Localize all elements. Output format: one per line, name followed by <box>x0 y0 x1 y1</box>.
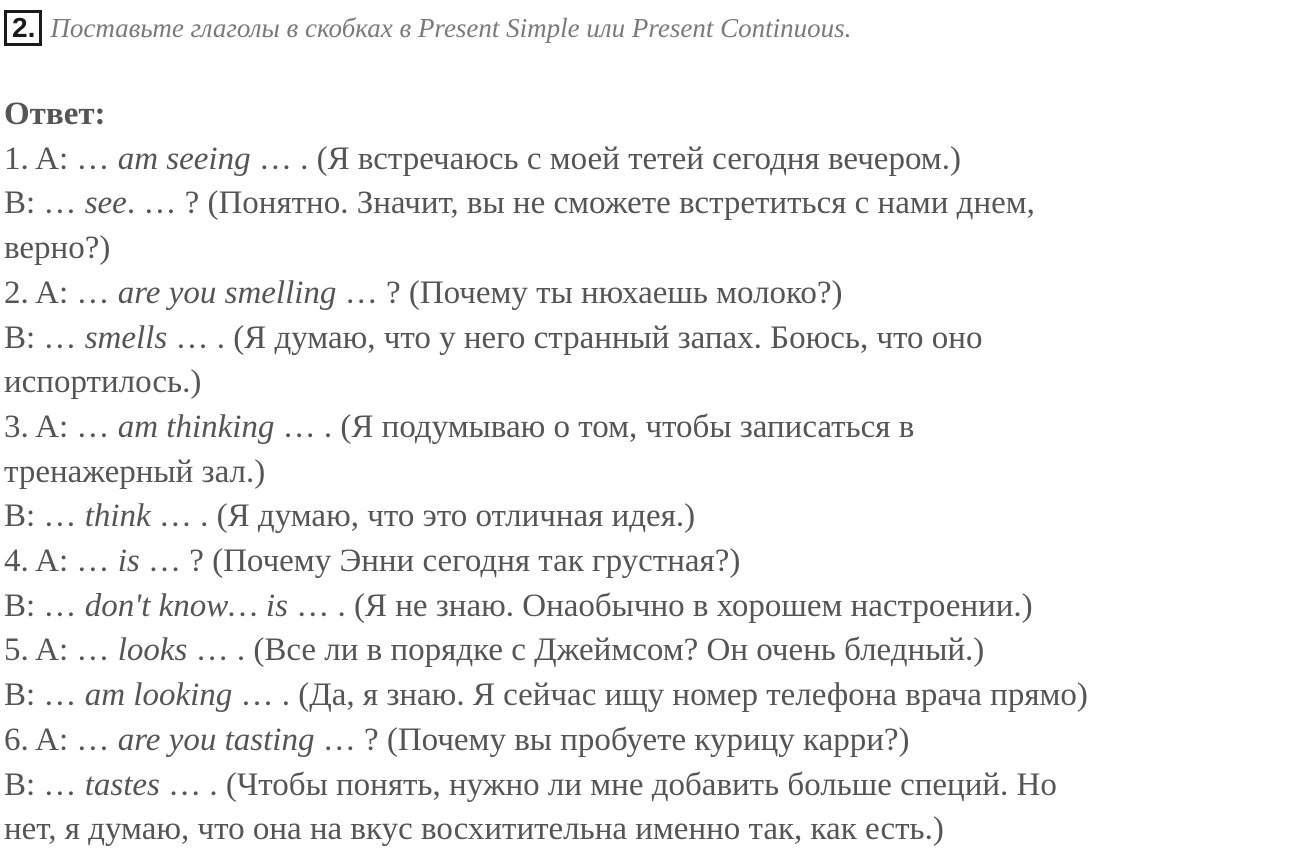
line-prefix: 6. A: … <box>4 721 118 758</box>
verb-form: think <box>84 498 151 535</box>
verb-form: am thinking <box>117 408 275 445</box>
line-prefix: тренажерный зал.) <box>4 453 266 490</box>
line-prefix: 3. A: … <box>4 408 118 445</box>
line-suffix: … . (Все ли в порядке с Джеймсом? Он очень бледный.) <box>187 632 985 669</box>
line-suffix: … . (Я подумываю о том, чтобы записаться в <box>274 408 915 445</box>
line-prefix: 1. A: … <box>4 140 118 177</box>
line-prefix: B: … <box>4 587 85 624</box>
line-suffix: . … ? (Понятно. Значит, вы не сможете встретиться с нами днем, <box>126 185 1035 222</box>
verb-form: am seeing <box>117 140 251 177</box>
line-suffix: … ? (Почему Энни сегодня так грустная?) <box>139 543 741 580</box>
line-prefix: B: … <box>4 677 85 714</box>
task-number-badge: 2. <box>4 10 42 46</box>
line-suffix: … . (Чтобы понять, нужно ли мне добавить больше специй. Но <box>159 766 1057 803</box>
verb-form: tastes <box>84 766 160 803</box>
line-suffix: … . (Я думаю, что это отличная идея.) <box>150 498 696 535</box>
verb-form: don't know… is <box>84 587 288 624</box>
answer-line <box>4 763 1293 808</box>
answer-label: Ответ: <box>4 96 106 132</box>
line-prefix: B: … <box>4 319 85 356</box>
answer-line <box>4 226 1293 271</box>
verb-form: am looking <box>84 677 233 714</box>
task-header <box>4 8 851 48</box>
line-suffix: … ? (Почему вы пробуете курицу карри?) <box>314 721 910 758</box>
line-prefix: B: … <box>4 498 85 535</box>
line-prefix: B: … <box>4 766 85 803</box>
task-instruction: Поставьте глаголы в скобках в Present Simple или Present Continuous. <box>50 12 852 43</box>
line-suffix: … ? (Почему ты нюхаешь молоко?) <box>336 274 843 311</box>
verb-form: see <box>84 185 127 222</box>
answer-line <box>4 718 1293 763</box>
answer-line <box>4 494 1293 539</box>
verb-form: is <box>117 543 140 580</box>
line-prefix: испортилось.) <box>4 364 202 401</box>
answer-line <box>4 316 1293 361</box>
line-prefix: 4. A: … <box>4 543 118 580</box>
line-prefix: верно?) <box>4 230 111 267</box>
answer-line <box>4 450 1293 495</box>
answer-block <box>4 92 1293 852</box>
verb-form: smells <box>84 319 168 356</box>
verb-form: are you smelling <box>117 274 337 311</box>
line-prefix: B: … <box>4 185 85 222</box>
answer-line <box>4 673 1293 718</box>
answer-line <box>4 539 1293 584</box>
answer-line <box>4 137 1293 182</box>
line-prefix: 5. A: … <box>4 632 118 669</box>
verb-form: are you tasting <box>117 721 315 758</box>
line-suffix: … . (Я встречаюсь с моей тетей сегодня вечером.) <box>250 140 961 177</box>
line-suffix: … . (Да, я знаю. Я сейчас ищу номер телефона врача прямо) <box>232 677 1088 714</box>
answer-line <box>4 360 1293 405</box>
verb-form: looks <box>117 632 188 669</box>
answer-line <box>4 271 1293 316</box>
line-prefix: 2. A: … <box>4 274 118 311</box>
answer-line <box>4 405 1293 450</box>
line-prefix: нет, я думаю, что она на вкус восхитительна именно так, как есть.) <box>4 811 944 848</box>
answer-line <box>4 584 1293 629</box>
answer-line <box>4 181 1293 226</box>
line-suffix: … . (Я думаю, что у него странный запах. Боюсь, что оно <box>167 319 983 356</box>
answer-line <box>4 628 1293 673</box>
answer-line <box>4 807 1293 852</box>
line-suffix: … . (Я не знаю. Онаобычно в хорошем настроении.) <box>287 587 1033 624</box>
